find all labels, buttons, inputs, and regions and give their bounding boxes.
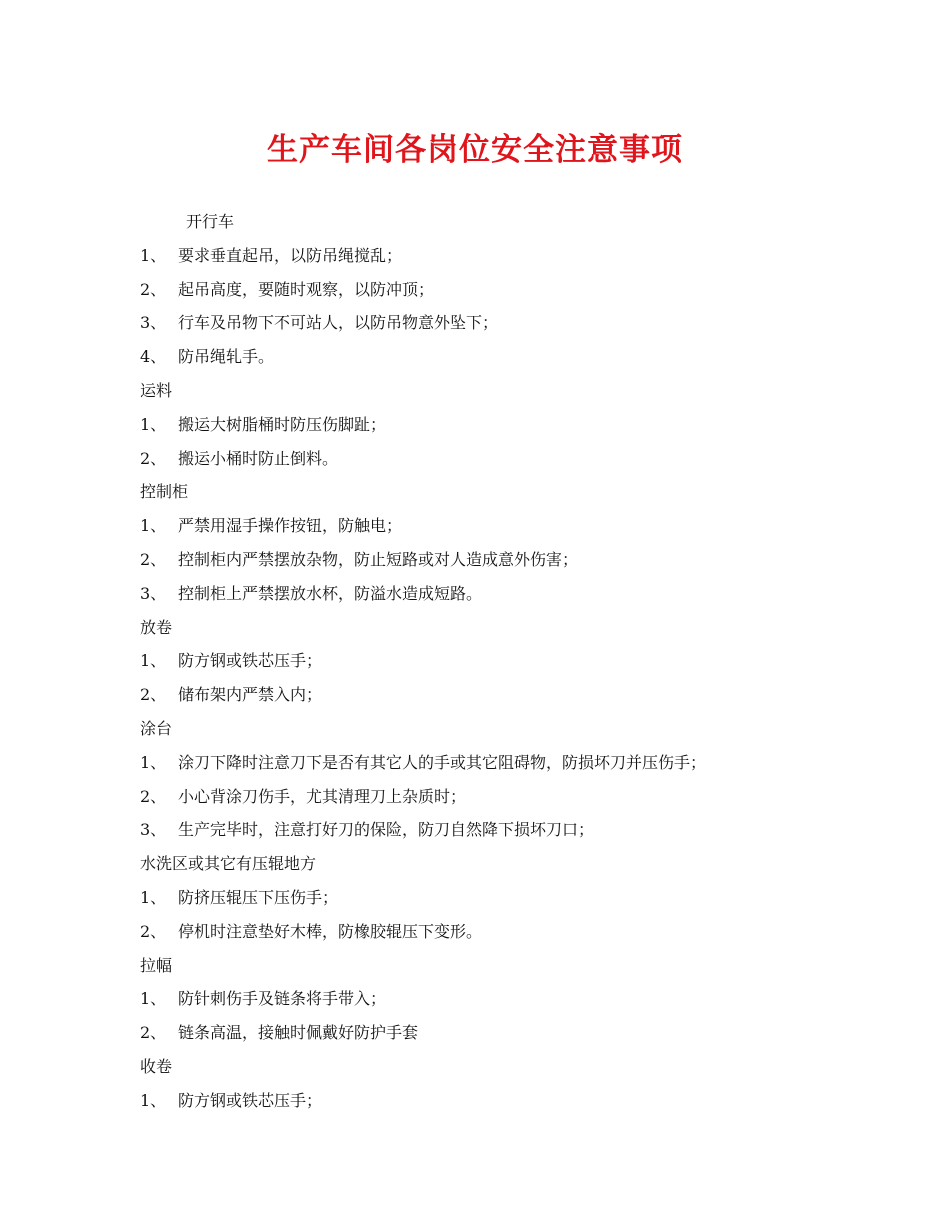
item-number: 2、	[140, 921, 167, 941]
item-number: 2、	[140, 448, 167, 468]
list-item	[140, 881, 920, 915]
item-text: 要求垂直起吊，以防吊绳搅乱；	[178, 245, 403, 265]
item-text: 控制柜内严禁摆放杂物，防止短路或对人造成意外伤害；	[178, 549, 579, 569]
item-text: 行车及吊物下不可站人，以防吊物意外坠下；	[178, 313, 499, 333]
list-item	[140, 915, 920, 949]
list-item	[140, 577, 920, 611]
list-item	[140, 408, 920, 442]
item-text: 搬运大树脂桶时防压伤脚趾；	[178, 414, 387, 434]
item-text: 防针刺伤手及链条将手带入；	[178, 989, 387, 1009]
item-number: 1、	[140, 752, 167, 772]
item-text: 储布架内严禁入内；	[178, 685, 323, 705]
list-item	[140, 644, 920, 678]
item-text: 生产完毕时，注意打好刀的保险，防刀自然降下损坏刀口；	[178, 820, 595, 840]
section-heading: 收卷	[140, 1056, 173, 1076]
list-item	[140, 509, 920, 543]
item-number: 1、	[140, 989, 167, 1009]
list-item	[140, 746, 920, 780]
list-item	[140, 442, 920, 476]
item-number: 2、	[140, 279, 167, 299]
item-number: 1、	[140, 516, 167, 536]
item-number: 2、	[140, 786, 167, 806]
list-item	[140, 813, 920, 847]
item-number: 1、	[140, 887, 167, 907]
item-text: 涂刀下降时注意刀下是否有其它人的手或其它阻碍物，防损坏刀并压伤手；	[178, 752, 707, 772]
section-heading: 涂台	[140, 718, 173, 738]
list-item	[140, 780, 920, 814]
item-text: 停机时注意垫好木棒，防橡胶辊压下变形。	[178, 921, 483, 941]
list-item	[140, 678, 920, 712]
item-text: 防方钢或铁芯压手；	[178, 1090, 323, 1110]
list-item	[140, 543, 920, 577]
item-number: 1、	[140, 245, 167, 265]
document-title: 生产车间各岗位安全注意事项	[267, 132, 683, 168]
section-heading: 开行车	[186, 212, 235, 231]
item-text: 防方钢或铁芯压手；	[178, 651, 323, 671]
item-text: 防吊绳轧手。	[178, 347, 275, 367]
list-item	[140, 273, 920, 307]
section-heading: 水洗区或其它有压辊地方	[140, 854, 317, 874]
item-number: 3、	[140, 313, 167, 333]
section-heading: 放卷	[140, 617, 173, 637]
item-text: 严禁用湿手操作按钮，防触电；	[178, 516, 403, 536]
item-text: 小心背涂刀伤手，尤其清理刀上杂质时；	[178, 786, 467, 806]
list-item	[140, 340, 920, 374]
list-item	[140, 1084, 920, 1118]
item-number: 4、	[140, 347, 167, 367]
item-text: 链条高温，接触时佩戴好防护手套	[178, 1023, 419, 1043]
item-text: 防挤压辊压下压伤手；	[178, 887, 339, 907]
section-heading: 控制柜	[140, 482, 189, 502]
list-item	[140, 306, 920, 340]
item-text: 控制柜上严禁摆放水杯，防溢水造成短路。	[178, 583, 483, 603]
document-body	[140, 205, 920, 1118]
item-number: 2、	[140, 1023, 167, 1043]
list-item	[140, 982, 920, 1016]
item-number: 1、	[140, 414, 167, 434]
item-text: 起吊高度，要随时观察，以防冲顶；	[178, 279, 435, 299]
list-item	[140, 1016, 920, 1050]
section-heading: 拉幅	[140, 955, 173, 975]
item-number: 2、	[140, 549, 167, 569]
item-text: 搬运小桶时防止倒料。	[178, 448, 339, 468]
item-number: 3、	[140, 583, 167, 603]
item-number: 3、	[140, 820, 167, 840]
item-number: 2、	[140, 685, 167, 705]
list-item	[140, 239, 920, 273]
section-heading: 运料	[140, 380, 173, 400]
item-number: 1、	[140, 651, 167, 671]
item-number: 1、	[140, 1090, 167, 1110]
